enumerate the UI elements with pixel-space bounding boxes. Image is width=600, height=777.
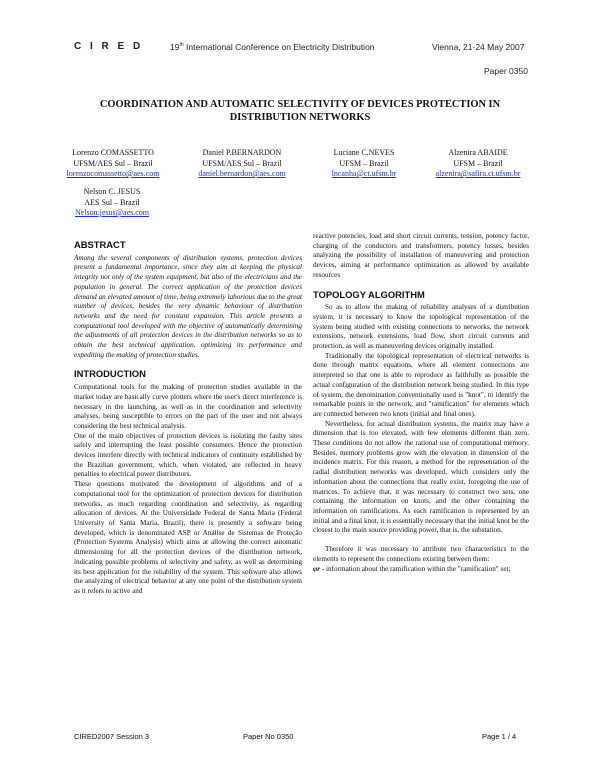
abstract-text: Among the several components of distribution systems, protection devices present a fundamental importance, since they aim at keeping the physical integrity not only of the system equipment, but also of the electricians and the population in general. The correct application of the protection devices demand an elevated amount of time, being extremely laborious due to the great number of devices, besides the very dynamic behaviour of distribution networks and the need for constant expansion. This article presents a computational tool developed with the objective of automatically determining the adjustments of all protection devices in the distribution networks so as to obtain the best technical application, optimizing its performance and expediting the making of protection studies.	[74, 253, 302, 359]
author-block	[416, 148, 540, 180]
intro-paragraph: Computational tools for the making of protection studies available in the market today are basically curve plotters where the user's direct interference is necessary in the launching, as well as in the coordination and selectivity analyses, being susceptible to errors on the part of the user and not always considering the best technical analysis.	[74, 383, 302, 430]
author-affiliation: AES Sul – Brazil	[84, 197, 140, 207]
author-name: Nelson C. JESUS	[83, 187, 141, 196]
author-affiliation: UFSM – Brazil	[453, 158, 503, 168]
introduction-heading: INTRODUCTION	[74, 368, 146, 380]
conference-venue: Vienna, 21-24 May 2007	[432, 42, 525, 52]
author-email-link[interactable]: Nelson.jesus@aes.com	[74, 208, 150, 217]
author-name: Alzenira ABAIDE	[448, 148, 508, 157]
author-name: Daniel P.BERNARDON	[202, 148, 282, 157]
author-block	[186, 148, 298, 180]
author-block	[58, 148, 168, 180]
topology-paragraph: Therefore it was necessary to attribute two characteristics to the elements to represent the connections existing between them:	[313, 545, 529, 563]
paper-title: COORDINATION AND AUTOMATIC SELECTIVITY OF DEVICES PROTECTION IN DISTRIBUTION NETWORKS	[99, 99, 501, 123]
paper-number: Paper 0350	[484, 66, 528, 76]
topology-heading: TOPOLOGY ALGORITHM	[313, 288, 425, 300]
author-block	[317, 148, 411, 180]
footer-page: Page 1 / 4	[482, 732, 517, 741]
org-name: C I R E D	[74, 41, 144, 52]
topology-paragraph: So as to allow the making of reliability analyses of a distribution system, it is necessary to know the topological representation of the system being studied with existing connections to networks, the network extensions, network extensions, load flow, short circuit currents and protection, as well as maneuvering devices originally installed.	[313, 303, 529, 351]
author-block	[62, 187, 162, 219]
conference-title: 19th International Conference on Electricity Distribution	[170, 42, 375, 52]
topology-paragraph: Nevertheless, for actual distribution systems, the matrix may have a dimension that is too elevated, with few elements different than zero. These conditions do not allow the rational use of computational memory. Besides, memory problems grow with the elevation in dimension of the incidence matrix. For this reason, a method for the representation of the radial distribution networks was developed, which considers only the information about the connections that really exist, foregoing the use of matrices. To achieve that, it was necessary to construct two sets, one containing the information on knots, and the other containing the information on ramifications. As each ramification is represented by an initial and a final knot, it is essentially necessary that the initial knot be the closest to the main source providing power, that is, the substation.	[313, 419, 529, 535]
author-affiliation: UFSM – Brazil	[339, 158, 389, 168]
author-email-link[interactable]: lncanha@ct.ufsm.br	[331, 169, 397, 178]
intro-paragraph: One of the main objectives of protection devices is isolating the faulty sites safely and interrupting the least possible consumers. Hence the protection devices interfere directly with technical indicators of continuity established by the Brazilian government, which, when violated, are reflected in heavy penalties to electrical power distributors.	[74, 431, 302, 479]
abstract-heading: ABSTRACT	[74, 239, 126, 250]
footer-paper: Paper No 0350	[243, 732, 294, 741]
phi-definition	[313, 565, 529, 575]
author-name: Lorenzo COMASSETTO	[72, 148, 154, 157]
footer-session: CIRED2007 Session 3	[74, 732, 150, 741]
topology-paragraph: Traditionally the topological representation of electrical networks is done through matrix equations, where all element connections are interpreted so that one is able to reproduce as faithfully as possible the actual configuration of the distribution network being studied. In this type of system, the denomination conventionally used is "knot", to identify the remarkable points in the network, and "ramification" for elements which are connected between two knots (initial and final ones).	[313, 351, 529, 418]
author-name: Luciane C.NEVES	[333, 148, 395, 157]
left-column	[74, 240, 302, 597]
phi-symbol: φr	[313, 564, 321, 573]
intro-paragraph: These questions motivated the development of algorithms and of a computational tool for the optimization of protection devices for distribution networks, as much regarding coordination and selectivity, as regarding allocation of devices. At the Universidade Federal de Santa Maria (Federal University of Santa Maria, Brazil), there is presently a software being developed, which is denominated ASP or Análise de Sistemas de Proteção (Protection Systems Analysis) which aims at allowing the correct automatic dimensioning for all the protection devices of the distribution network, indicating possible problems of selectivity and safety, as well as determining its best application for the reliability of the system. This software also allows the analyzing of electrical behavior at any one point of the distribution system as it refers to active and	[74, 480, 302, 595]
author-affiliation: UFSM/AES Sul – Brazil	[202, 158, 282, 168]
author-email-link[interactable]: lorenzocomassetto@aes.com	[66, 169, 160, 178]
right-column	[313, 232, 529, 574]
phi-text: - information about the ramification within the "ramification" set;	[320, 564, 511, 573]
author-email-link[interactable]: daniel.bernardon@aes.com	[198, 169, 286, 178]
author-email-link[interactable]: alzenira@safira.ct.ufsm.br	[435, 169, 521, 178]
right-top-paragraph: reactive potencies, load and short circuit currents, tension, potency factor, charging of the conductors and transformers, potency losses, besides analyzing the possibility of installation of maneuvering and protection devices, aiming at performance optimization as allowed by available resources	[313, 232, 529, 279]
author-affiliation: UFSM/AES Sul – Brazil	[73, 158, 153, 168]
